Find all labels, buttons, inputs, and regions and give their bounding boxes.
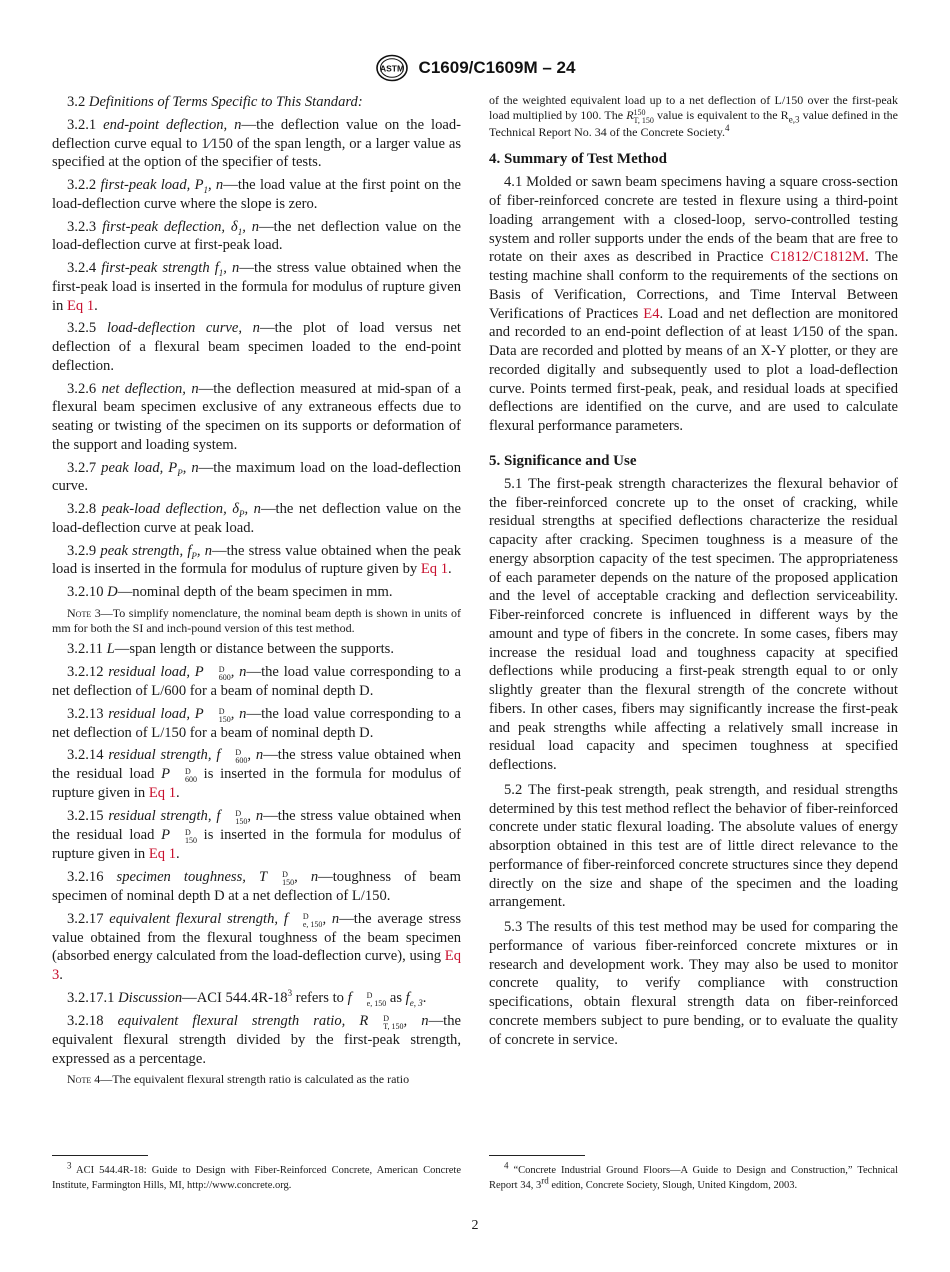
def-3-2-4: 3.2.4 first-peak strength $f_1$, n—the stress value obtained when the first-peak load is inserted in the formula for modulus of rupture given in Eq 1.	[52, 260, 462, 314]
section-4-heading: 4. Summary of Test Method	[489, 151, 667, 168]
def-3-2-9: 3.2.9 peak strength, $f_P$, n—the stress value obtained when the peak load is inserted in the formula for modulus of rupture given by Eq 1.	[52, 542, 461, 578]
def-3-2-18: 3.2.18 equivalent flexural strength ratio, R D T, 150 , n—the equivalent flexural strength divided by the first-peak strength, expressed as a percentage.	[52, 1012, 461, 1067]
def-3-2-10: 3.2.10 D—nominal depth of the beam specimen in mm.	[67, 584, 393, 600]
footnote-3: $^3$ ACI 544.4R-18: Guide to Design with Fiber-Reinforced Concrete, American Concrete Institute, Farmington Hills, MI, http://www.concrete.org.	[52, 1160, 461, 1191]
def-3-2-5: 3.2.5 load-deflection curve, n—the plot of load versus net deflection of a flexural beam specimen loaded to the end-point deflection.	[52, 320, 461, 374]
left-column	[52, 93, 461, 1092]
section-5-heading: 5. Significance and Use	[489, 452, 637, 469]
eq3-link[interactable]: Eq 3	[52, 948, 461, 984]
footnote-ref-4[interactable]: 4	[724, 123, 730, 134]
footnote-rule-right	[489, 1155, 585, 1156]
page-number: 2	[471, 1218, 479, 1233]
footnote-ref-3[interactable]: 3	[287, 988, 293, 999]
def-3-2-14: 3.2.14 residual strength, f D 600 , n—the stress value obtained when the residual load P D 600 is inserted in the formula for modulus of rupture given in Eq 1.	[52, 747, 461, 802]
eq1-link[interactable]: Eq 1	[148, 785, 177, 802]
def-3-2-1: 3.2.1 end-point deflection, n—the deflection value on the load-deflection curve equal to 1⁄150 of the span length, or a larger value as specified at the option of the specifier of tests.	[52, 116, 461, 171]
def-3-2-12: 3.2.12 residual load, P D 600 , n—the load value corresponding to a net deflection of L/600 for a beam of nominal depth D.	[52, 663, 461, 699]
standard-designation: C1609/C1609M – 24	[418, 58, 576, 77]
def-3-2-3: 3.2.3 first-peak deflection, $\delta_1$, n—the net deflection value on the load-deflection curve at first-peak load.	[52, 218, 462, 254]
def-3-2-2: 3.2.2 first-peak load, $P_1$, n—the load value at the first point on the load-deflection curve where the slope is zero.	[52, 177, 461, 212]
footnote-rule-left	[52, 1155, 148, 1156]
eq1-link[interactable]: Eq 1	[420, 561, 448, 578]
c1812-link[interactable]: C1812/C1812M	[770, 249, 866, 266]
note-4: Note 4—The equivalent flexural strength ratio is calculated as the ratio	[67, 1072, 410, 1087]
para-4-1: 4.1 Molded or sawn beam specimens having a square cross-section of fiber-reinforced concrete are tested in flexure using a third-point loading arrangement with a closed-loop, servo-controlled testing system and roller supports under the ends of the beam that are free to rotate on their axes as described in Practice C1812/C1812M. The testing machine shall conform to the requirements of the sections on Basis of Verification, Corrections, and Time Interval Between Verifications of Practices E4. Load and net deflection are monitored and recorded to an end-point deflection of at least 1⁄150 of the span. Data are recorded and plotted by means of an X-Y plotter, or they are recorded digitally and subsequently used to plot a load-deflection curve. Points termed first-peak, peak, and residual loads at specified deflections are identified on the curve, and are used to calculate flexural performance parameters.	[489, 174, 898, 435]
def-3-2-13: 3.2.13 residual load, P D 150 , n—the load value corresponding to a net deflection of L/150 for a beam of nominal depth D.	[52, 705, 461, 741]
def-3-2-17: 3.2.17 equivalent flexural strength, f D e, 150 , n—the average stress value obtained from the flexural toughness of the beam specimen (absorbed energy calculated from the load-deflection curve), using Eq 3.	[52, 910, 462, 984]
def-3-2-15: 3.2.15 residual strength, f D 150 , n—the stress value obtained when the residual load P D 150 is inserted in the formula for modulus of rupture given in Eq 1.	[52, 808, 461, 863]
footnote-4: $^4$ “Concrete Industrial Ground Floors—A Guide to Design and Construction,” Technical Report 34, 3rd edition, Concrete Society, Slough, United Kingdom, 2003.	[489, 1160, 898, 1191]
def-3-2-16: 3.2.16 specimen toughness, T D 150 , n—toughness of beam specimen of nominal depth D at a net deflection of L/150.	[52, 868, 461, 904]
eq1-link[interactable]: Eq 1	[67, 297, 95, 314]
note-3: Note 3—To simplify nomenclature, the nominal beam depth is shown in units of mm for both the SI and inch-pound version of this test method.	[52, 605, 461, 635]
def-3-2-6: 3.2.6 net deflection, n—the deflection measured at mid-span of a flexural beam specimen exclusive of any extraneous effects due to seating or twisting of the specimen on its supports or deformation of the support and loading system.	[52, 380, 461, 453]
def-3-2-7: 3.2.7 peak load, $P_P$, n—the maximum load on the load-deflection curve.	[52, 459, 461, 495]
def-3-2-11: 3.2.11 L—span length or distance between the supports.	[67, 641, 394, 658]
note-4-continued: of the weighted equivalent load up to a net deflection of L/150 over the first-peak load multiplied by 100. The R 150 T, 150 value is equivalent to the $R_{e,3}$ value defined in the Technical Report No. 34 of the Concrete Society.$^4$	[489, 93, 899, 140]
right-column	[489, 93, 898, 1053]
astm-logo-icon	[375, 54, 409, 82]
para-5-2: 5.2 The first-peak strength, peak strength, and residual strengths determined by this test method reflect the behavior of fiber-reinforced concrete under static flexural loading. The absolute values of energy absorption obtained in this test are of little direct relevance to the performance of fiber-reinforced concrete structures since they depend directly on the size and shape of the specimen and the loading arrangement.	[489, 781, 898, 911]
def-3-2-8: 3.2.8 peak-load deflection, $\delta_P$, n—the net deflection value on the load-deflection curve at peak load.	[52, 501, 462, 536]
def-3-2-17-1: 3.2.17.1 Discussion—ACI $544.4R-18^3$ refers to f D e, 150 as $f_{e, 3}$.	[67, 988, 427, 1008]
eq1-link[interactable]: Eq 1	[148, 846, 177, 863]
page-header	[0, 52, 950, 84]
section-3-2: 3.2 Definitions of Terms Specific to This Standard:	[67, 94, 363, 110]
e4-link[interactable]: E4	[643, 305, 660, 322]
astm-logo-text: ASTM	[379, 63, 404, 74]
para-5-3: 5.3 The results of this test method may be used for comparing the performance of various fiber-reinforced concrete mixtures or in research and development work. They may also be used to monitor concrete quality, to verify compliance with construction specifications, obtain flexural strength data on fiber-reinforced concrete members subject to pure bending, or to evaluate the quality of concrete in service.	[489, 919, 898, 1048]
para-5-1: 5.1 The first-peak strength characterizes the flexural behavior of the fiber-reinforced concrete up to the onset of cracking, while residual strengths at specified deflections characterize the residual capacity after cracking. Specimen toughness is a measure of the energy absorption capacity of the test specimen. The appropriateness of each parameter depends on the nature of the proposed application and the level of acceptable cracking and deflection serviceability. Fiber-reinforced concrete is influenced in different ways by the amount and type of fibers in the concrete. In some cases, fibers may increase the residual load and toughness capacity at specified deflections while producing a first-peak strength equal to or only slightly greater than the flexural strength of the concrete without fibers. In other cases, fibers may significantly increase the first-peak and peak strengths while affecting a relatively small increase in residual load capacity and specimen toughness at specified deflections.	[489, 475, 898, 774]
